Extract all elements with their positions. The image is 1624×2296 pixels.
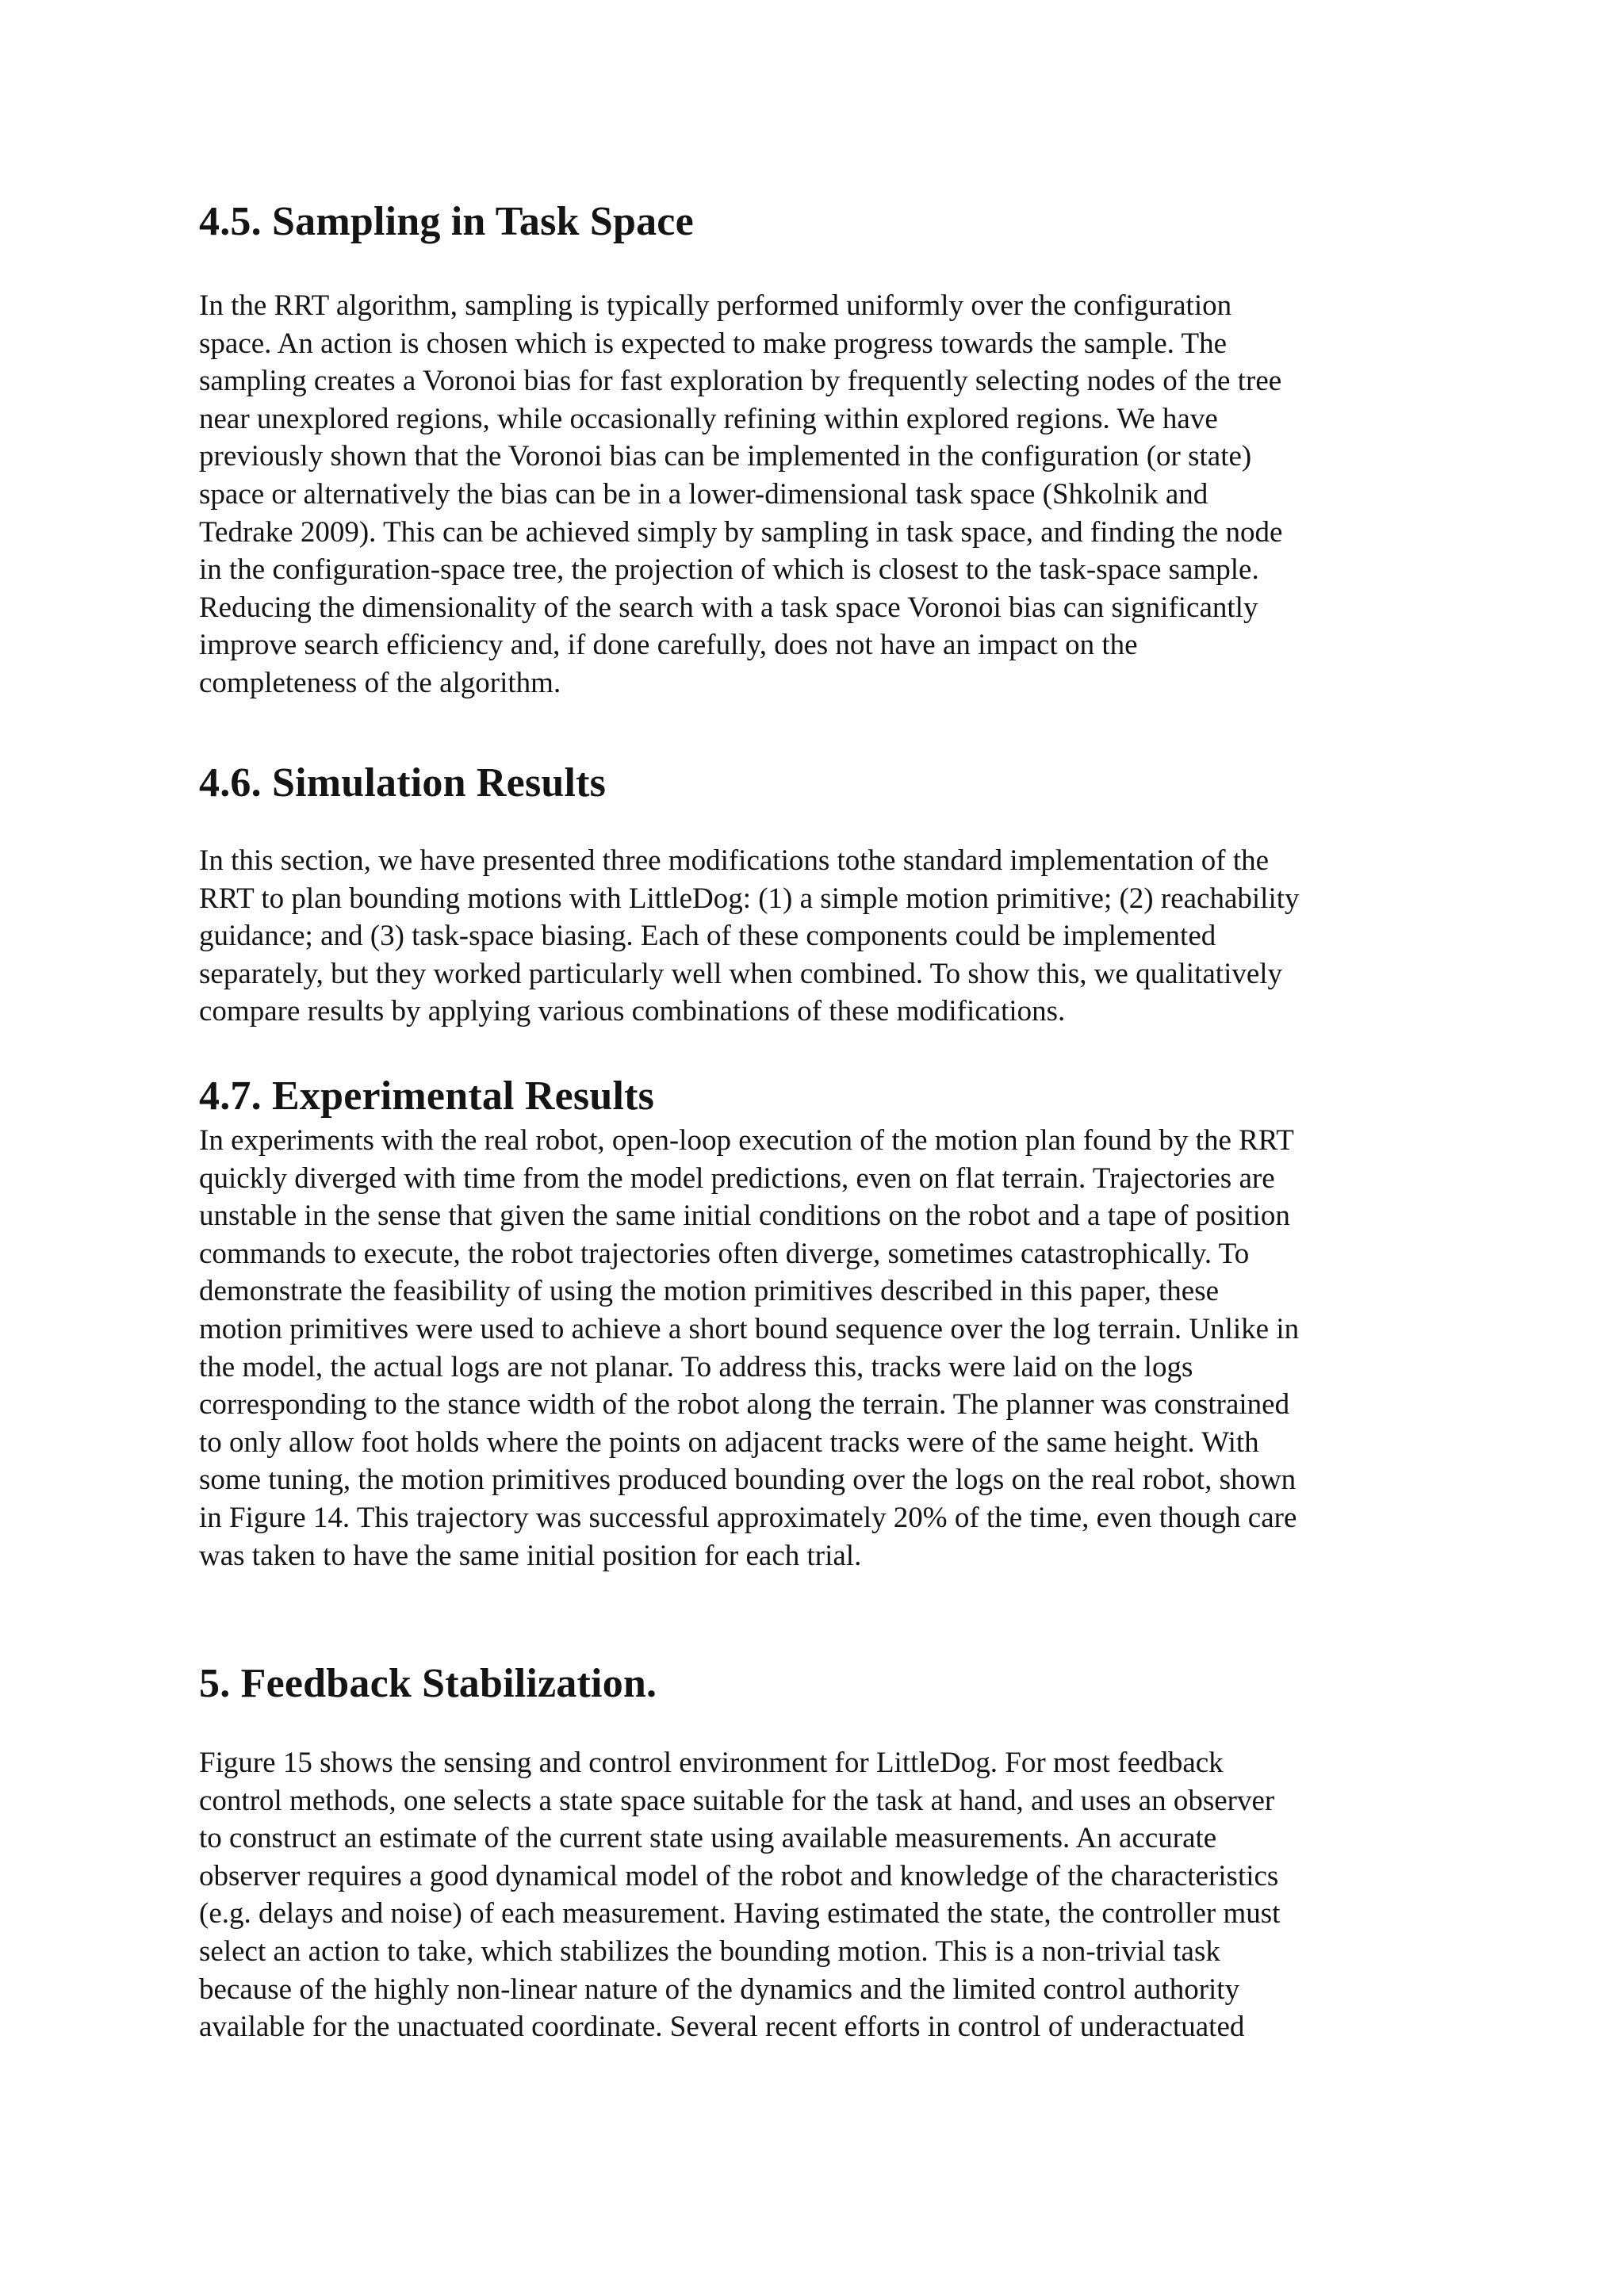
text-line: Tedrake 2009). This can be achieved simply by sampling in task space, and finding the node bbox=[199, 515, 1283, 549]
text-line: quickly diverged with time from the model predictions, even on flat terrain. Trajectories are bbox=[199, 1161, 1275, 1195]
text-line: demonstrate the feasibility of using the motion primitives described in this paper, these bbox=[199, 1275, 1220, 1308]
text-line: to construct an estimate of the current state using available measurements. An accurate bbox=[199, 1822, 1217, 1855]
text-line: previously shown that the Voronoi bias can be implemented in the configuration (or state) bbox=[199, 440, 1252, 473]
text-line: compare results by applying various combinations of these modifications. bbox=[199, 995, 1066, 1028]
text-line: space or alternatively the bias can be in a lower-dimensional task space (Shkolnik and bbox=[199, 477, 1208, 511]
text-line: completeness of the algorithm. bbox=[199, 666, 561, 699]
text-line: to only allow foot holds where the points on adjacent tracks were of the same height. With bbox=[199, 1425, 1259, 1459]
text-line: observer requires a good dynamical model of the robot and knowledge of the characteristics bbox=[199, 1859, 1279, 1892]
text-line: sampling creates a Voronoi bias for fast exploration by frequently selecting nodes of the tree bbox=[199, 365, 1282, 398]
text-line: in Figure 14. This trajectory was successful approximately 20% of the time, even though care bbox=[199, 1501, 1297, 1534]
text-line: improve search efficiency and, if done carefully, does not have an impact on the bbox=[199, 629, 1138, 662]
text-line: motion primitives were used to achieve a short bound sequence over the log terrain. Unlike in bbox=[199, 1312, 1300, 1345]
section-heading-4-5: 4.5. Sampling in Task Space bbox=[199, 199, 694, 244]
text-line: unstable in the sense that given the same initial conditions on the robot and a tape of position bbox=[199, 1200, 1290, 1233]
text-line: (e.g. delays and noise) of each measurement. Having estimated the state, the controller must bbox=[199, 1897, 1281, 1931]
text-line: some tuning, the motion primitives produced bounding over the logs on the real robot, shown bbox=[199, 1464, 1297, 1497]
section-heading-5: 5. Feedback Stabilization. bbox=[199, 1661, 657, 1706]
text-line: separately, but they worked particularly well when combined. To show this, we qualitatively bbox=[199, 957, 1283, 990]
text-line: Figure 15 shows the sensing and control environment for LittleDog. For most feedback bbox=[199, 1747, 1224, 1779]
section-heading-4-7: 4.7. Experimental Results bbox=[199, 1073, 655, 1119]
text-line: RRT to plan bounding motions with LittleDog: (1) a simple motion primitive; (2) reachability bbox=[199, 882, 1300, 915]
text-line: corresponding to the stance width of the robot along the terrain. The planner was constrained bbox=[199, 1388, 1290, 1422]
section-4-6-paragraph bbox=[199, 842, 1444, 1031]
section-heading-4-6: 4.6. Simulation Results bbox=[199, 760, 607, 806]
text-line: commands to execute, the robot trajectories often diverge, sometimes catastrophically. To bbox=[199, 1237, 1250, 1270]
section-4-5-paragraph bbox=[199, 287, 1444, 702]
text-line: space. An action is chosen which is expected to make progress towards the sample. The bbox=[199, 327, 1228, 360]
text-line: available for the unactuated coordinate. Several recent efforts in control of underactuated bbox=[199, 2011, 1245, 2044]
text-line: the model, the actual logs are not planar. To address this, tracks were laid on the logs bbox=[199, 1350, 1193, 1383]
text-line: Reducing the dimensionality of the search with a task space Voronoi bias can significantly bbox=[199, 591, 1258, 624]
text-line: because of the highly non-linear nature of the dynamics and the limited control authority bbox=[199, 1973, 1240, 2006]
section-5-paragraph bbox=[199, 1744, 1444, 2046]
text-line: guidance; and (3) task-space biasing. Each of these components could be implemented bbox=[199, 920, 1216, 953]
text-line: In experiments with the real robot, open-loop execution of the motion plan found by the RRT bbox=[199, 1124, 1294, 1157]
section-4-7-paragraph bbox=[199, 1122, 1444, 1575]
text-line: In the RRT algorithm, sampling is typically performed uniformly over the configuration bbox=[199, 289, 1232, 322]
text-line: select an action to take, which stabilizes the bounding motion. This is a non-trivial task bbox=[199, 1934, 1220, 1968]
text-line: near unexplored regions, while occasionally refining within explored regions. We have bbox=[199, 402, 1218, 435]
text-line: in the configuration-space tree, the projection of which is closest to the task-space sample. bbox=[199, 553, 1259, 587]
text-line: control methods, one selects a state space suitable for the task at hand, and uses an observer bbox=[199, 1784, 1275, 1817]
text-line: was taken to have the same initial position for each trial. bbox=[199, 1539, 862, 1572]
text-line: In this section, we have presented three modifications tothe standard implementation of the bbox=[199, 844, 1270, 877]
